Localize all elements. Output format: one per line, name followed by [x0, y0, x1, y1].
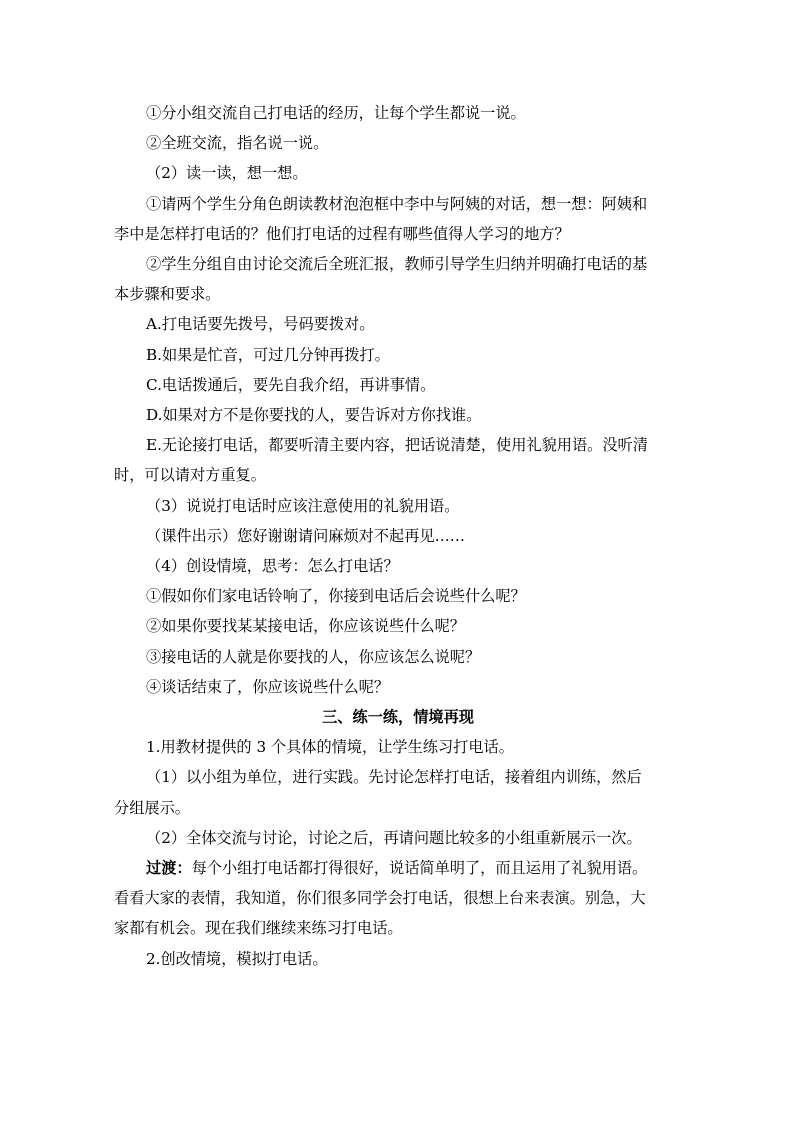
- paragraph-line: （2）读一读，想一想。: [146, 164, 308, 183]
- paragraph-line: 1.用教材提供的 3 个具体的情境，让学生练习打电话。: [146, 738, 514, 757]
- paragraph-line: B.如果是忙音，可过几分钟再拨打。: [146, 345, 390, 364]
- paragraph-line: （1）以小组为单位，进行实践。先讨论怎样打电话，接着组内训练，然后: [146, 768, 642, 787]
- transition-label: 过渡：: [146, 859, 192, 878]
- paragraph-line: ③接电话的人就是你要找的人，你应该怎么说呢？: [146, 647, 481, 666]
- paragraph-line: 李中是怎样打电话的？他们打电话的过程有哪些值得人学习的地方？: [114, 224, 570, 243]
- paragraph-line: 时，可以请对方重复。: [114, 466, 266, 485]
- section-heading: 三、练一练，情境再现: [322, 708, 474, 727]
- paragraph-line: ②如果你要找某某接电话，你应该说些什么呢？: [146, 617, 465, 636]
- paragraph-line: ②全班交流，指名说一说。: [146, 134, 329, 153]
- paragraph-line: C.电话拨通后，要先自我介绍，再讲事情。: [146, 375, 436, 394]
- paragraph-line: （4）创设情境，思考：怎么打电话？: [146, 557, 399, 576]
- paragraph-line: ①假如你们家电话铃响了，你接到电话后会说些什么呢？: [146, 587, 526, 606]
- paragraph-line: 分组展示。: [114, 798, 190, 817]
- paragraph-line: A.打电话要先拨号，号码要拨对。: [146, 315, 375, 334]
- paragraph-line: ②学生分组自由讨论交流后全班汇报，教师引导学生归纳并明确打电话的基: [146, 255, 648, 274]
- paragraph-line: （课件出示）您好谢谢请问麻烦对不起再见……: [146, 526, 465, 545]
- paragraph-line: （2）全体交流与讨论，讨论之后，再请问题比较多的小组重新展示一次。: [146, 828, 642, 847]
- paragraph-line: 家都有机会。现在我们继续来练习打电话。: [114, 919, 403, 938]
- paragraph-line: 看看大家的表情，我知道，你们很多同学会打电话，很想上台来表演。别急，大: [114, 889, 646, 908]
- transition-text: 每个小组打电话都打得很好，说话简单明了，而且运用了礼貌用语。: [191, 859, 648, 878]
- paragraph-line: ④谈话结束了，你应该说些什么呢？: [146, 677, 389, 696]
- transition-paragraph: [114, 853, 682, 883]
- paragraph-line: 本步骤和要求。: [114, 285, 221, 304]
- document-body: [114, 98, 682, 974]
- paragraph-line: （3）说说打电话时应该注意使用的礼貌用语。: [146, 496, 460, 515]
- paragraph-line: E.无论接打电话，都要听清主要内容，把话说清楚，使用礼貌用语。没听清: [146, 436, 648, 455]
- paragraph-line: ①分小组交流自己打电话的经历，让每个学生都说一说。: [146, 104, 526, 122]
- paragraph-line: ①请两个学生分角色朗读教材泡泡框中李中与阿姨的对话，想一想：阿姨和: [146, 194, 648, 213]
- paragraph-line: 2.创改情境，模拟打电话。: [146, 949, 328, 968]
- paragraph-line: D.如果对方不是你要找的人，要告诉对方你找谁。: [146, 406, 482, 425]
